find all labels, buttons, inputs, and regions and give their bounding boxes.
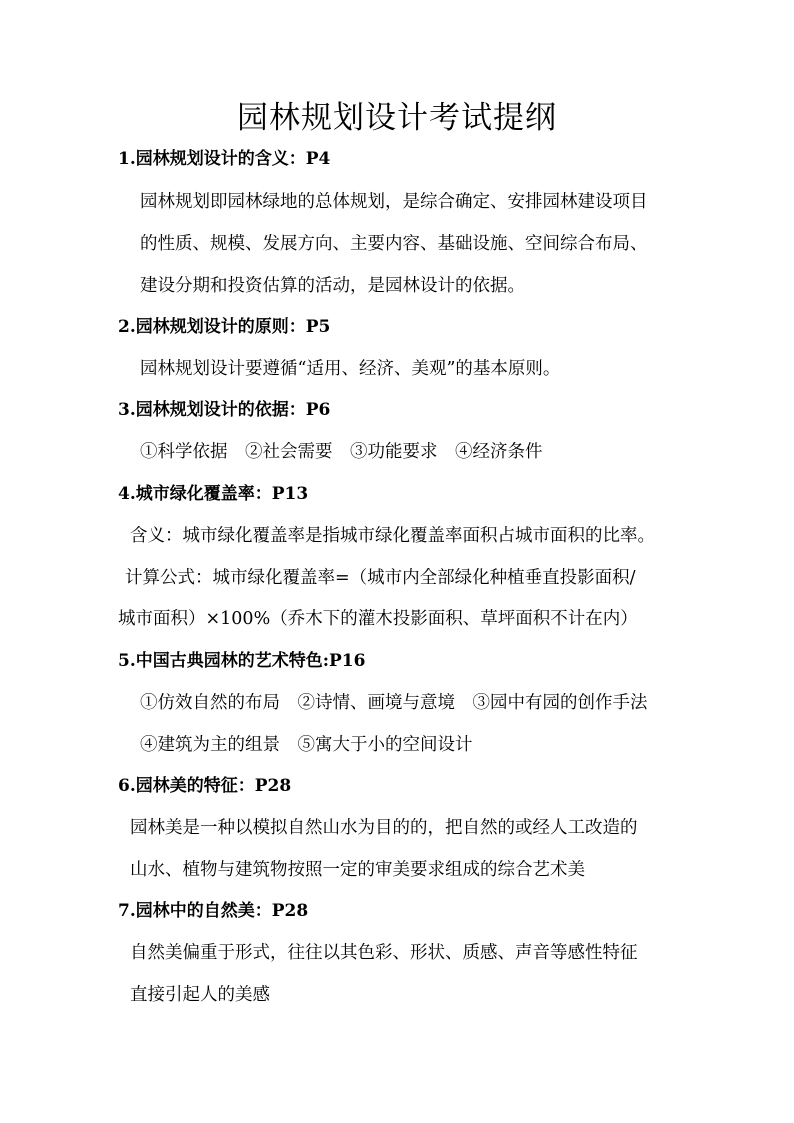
section-1-heading: 1.园林规划设计的含义：P4 bbox=[118, 149, 331, 169]
section-3-heading: 3.园林规划设计的依据：P6 bbox=[118, 400, 331, 420]
section-1-line-1: 园林规划即园林绿地的总体规划，是综合确定、安排园林建设项目 bbox=[140, 192, 648, 212]
section-6-heading: 6.园林美的特征：P28 bbox=[118, 776, 292, 796]
section-1-line-3: 建设分期和投资估算的活动，是园林设计的依据。 bbox=[140, 276, 525, 296]
section-7-line-1: 自然美偏重于形式，往往以其色彩、形状、质感、声音等感性特征 bbox=[130, 943, 638, 963]
section-5-heading: 5.中国古典园林的艺术特色:P16 bbox=[118, 651, 366, 671]
section-4-line-1: 含义：城市绿化覆盖率是指城市绿化覆盖率面积占城市面积的比率。 bbox=[130, 526, 655, 546]
section-2-heading: 2.园林规划设计的原则：P5 bbox=[118, 317, 331, 337]
section-1-line-2: 的性质、规模、发展方向、主要内容、基础设施、空间综合布局、 bbox=[140, 234, 648, 254]
section-5-line-1: ①仿效自然的布局 ②诗情、画境与意境 ③园中有园的创作手法 bbox=[140, 693, 648, 713]
section-5-line-2: ④建筑为主的组景 ⑤寓大于小的空间设计 bbox=[140, 735, 473, 755]
section-7-line-2: 直接引起人的美感 bbox=[130, 985, 270, 1005]
section-4-line-2: 计算公式：城市绿化覆盖率=（城市内全部绿化种植垂直投影面积/ bbox=[125, 568, 636, 588]
section-4-line-3: 城市面积）×100%（乔木下的灌木投影面积、草坪面积不计在内） bbox=[118, 609, 638, 629]
section-6-line-2: 山水、植物与建筑物按照一定的审美要求组成的综合艺术美 bbox=[130, 860, 585, 880]
section-3-line-1: ①科学依据 ②社会需要 ③功能要求 ④经济条件 bbox=[140, 442, 543, 462]
section-2-line-1: 园林规划设计要遵循“适用、经济、美观”的基本原则。 bbox=[140, 359, 561, 379]
section-6-line-1: 园林美是一种以模拟自然山水为目的的，把自然的或经人工改造的 bbox=[130, 818, 638, 838]
section-7-heading: 7.园林中的自然美：P28 bbox=[118, 901, 309, 921]
section-4-heading: 4.城市绿化覆盖率：P13 bbox=[118, 484, 309, 504]
document-title: 园林规划设计考试提纲 bbox=[237, 100, 557, 136]
